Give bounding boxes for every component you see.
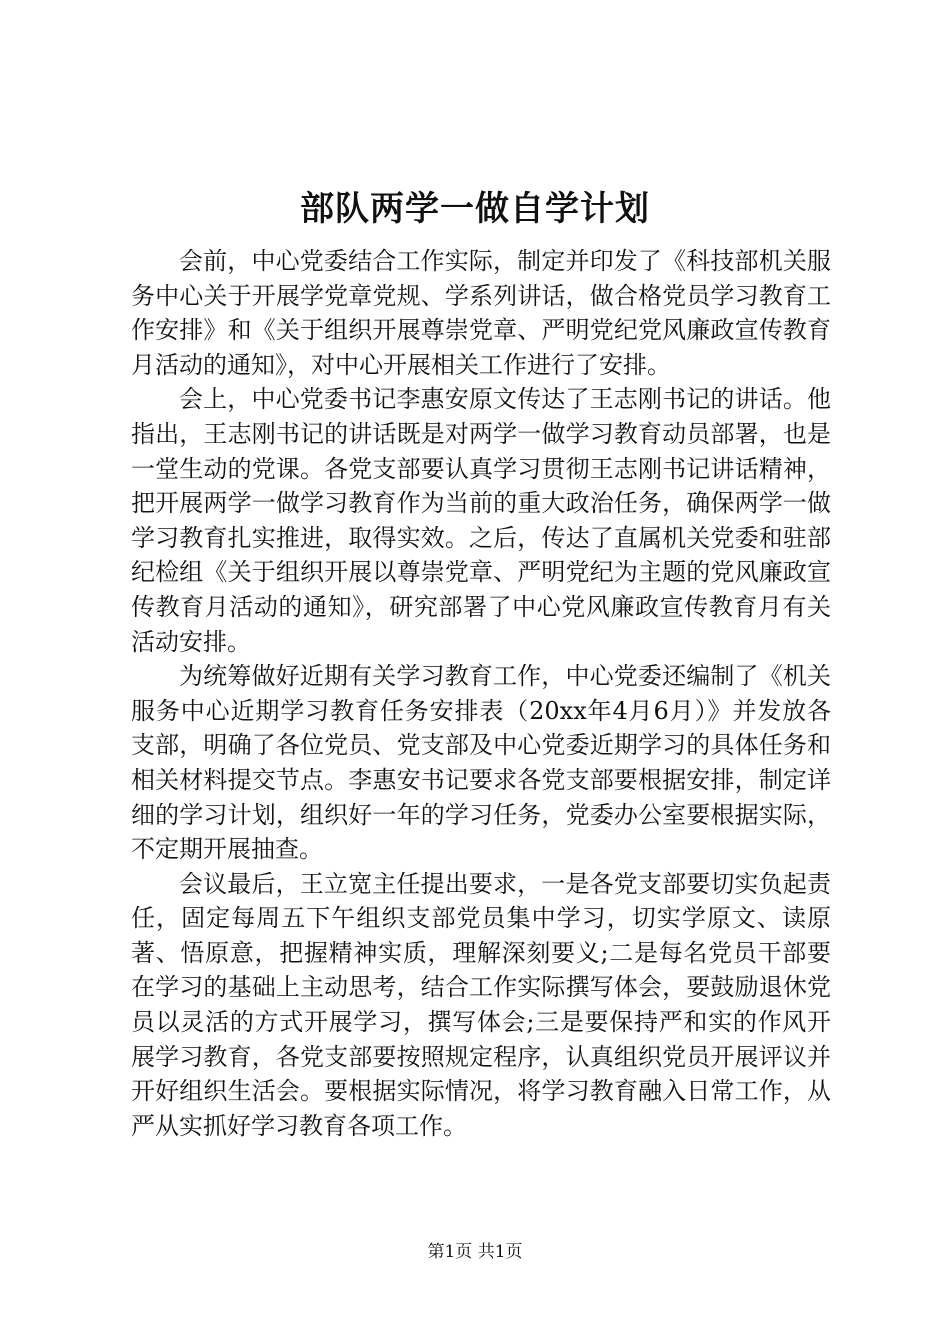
paragraph-3: 为统筹做好近期有关学习教育工作，中心党委还编制了《机关服务中心近期学习教育任务安排表（20xx年4月6月）》并发放各支部，明确了各位党员、党支部及中心党委近期学习的具体任务和相关材料提交节点。李惠安书记要求各党支部要根据安排，制定详细的学习计划，组织好一年的学习任务，党委办公室要根据实际，不定期开展抽查。 — [131, 662, 831, 864]
page-footer: 第1页 共1页 — [427, 1242, 523, 1262]
paragraph-1: 会前，中心党委结合工作实际，制定并印发了《科技部机关服务中心关于开展学党章党规、学系列讲话，做合格党员学习教育工作安排》和《关于组织开展尊崇党章、严明党纪党风廉政宣传教育月活动的通知》，对中心开展相关工作进行了安排。 — [131, 247, 831, 379]
document-body — [131, 244, 831, 1143]
paragraph-2: 会上，中心党委书记李惠安原文传达了王志刚书记的讲话。他指出，王志刚书记的讲话既是对两学一做学习教育动员部署，也是一堂生动的党课。各党支部要认真学习贯彻王志刚书记讲话精神，把开展两学一做学习教育作为当前的重大政治任务，确保两学一做学习教育扎实推进，取得实效。之后，传达了直属机关党委和驻部纪检组《关于组织开展以尊崇党章、严明党纪为主题的党风廉政宣传教育月活动的通知》，研究部署了中心党风廉政宣传教育月有关活动安排。 — [131, 385, 831, 656]
document-title: 部队两学一做自学计划 — [300, 189, 650, 229]
paragraph-4: 会议最后，王立宽主任提出要求，一是各党支部要切实负起责任，固定每周五下午组织支部党员集中学习，切实学原文、读原著、悟原意，把握精神实质，理解深刻要义;二是每名党员干部要在学习的基础上主动思考，结合工作实际撰写体会，要鼓励退休党员以灵活的方式开展学习，撰写体会;三是要保持严和实的作风开展学习教育，各党支部要按照规定程序，认真组织党员开展评议并开好组织生活会。要根据实际情况，将学习教育融入日常工作，从严从实抓好学习教育各项工作。 — [131, 869, 831, 1140]
